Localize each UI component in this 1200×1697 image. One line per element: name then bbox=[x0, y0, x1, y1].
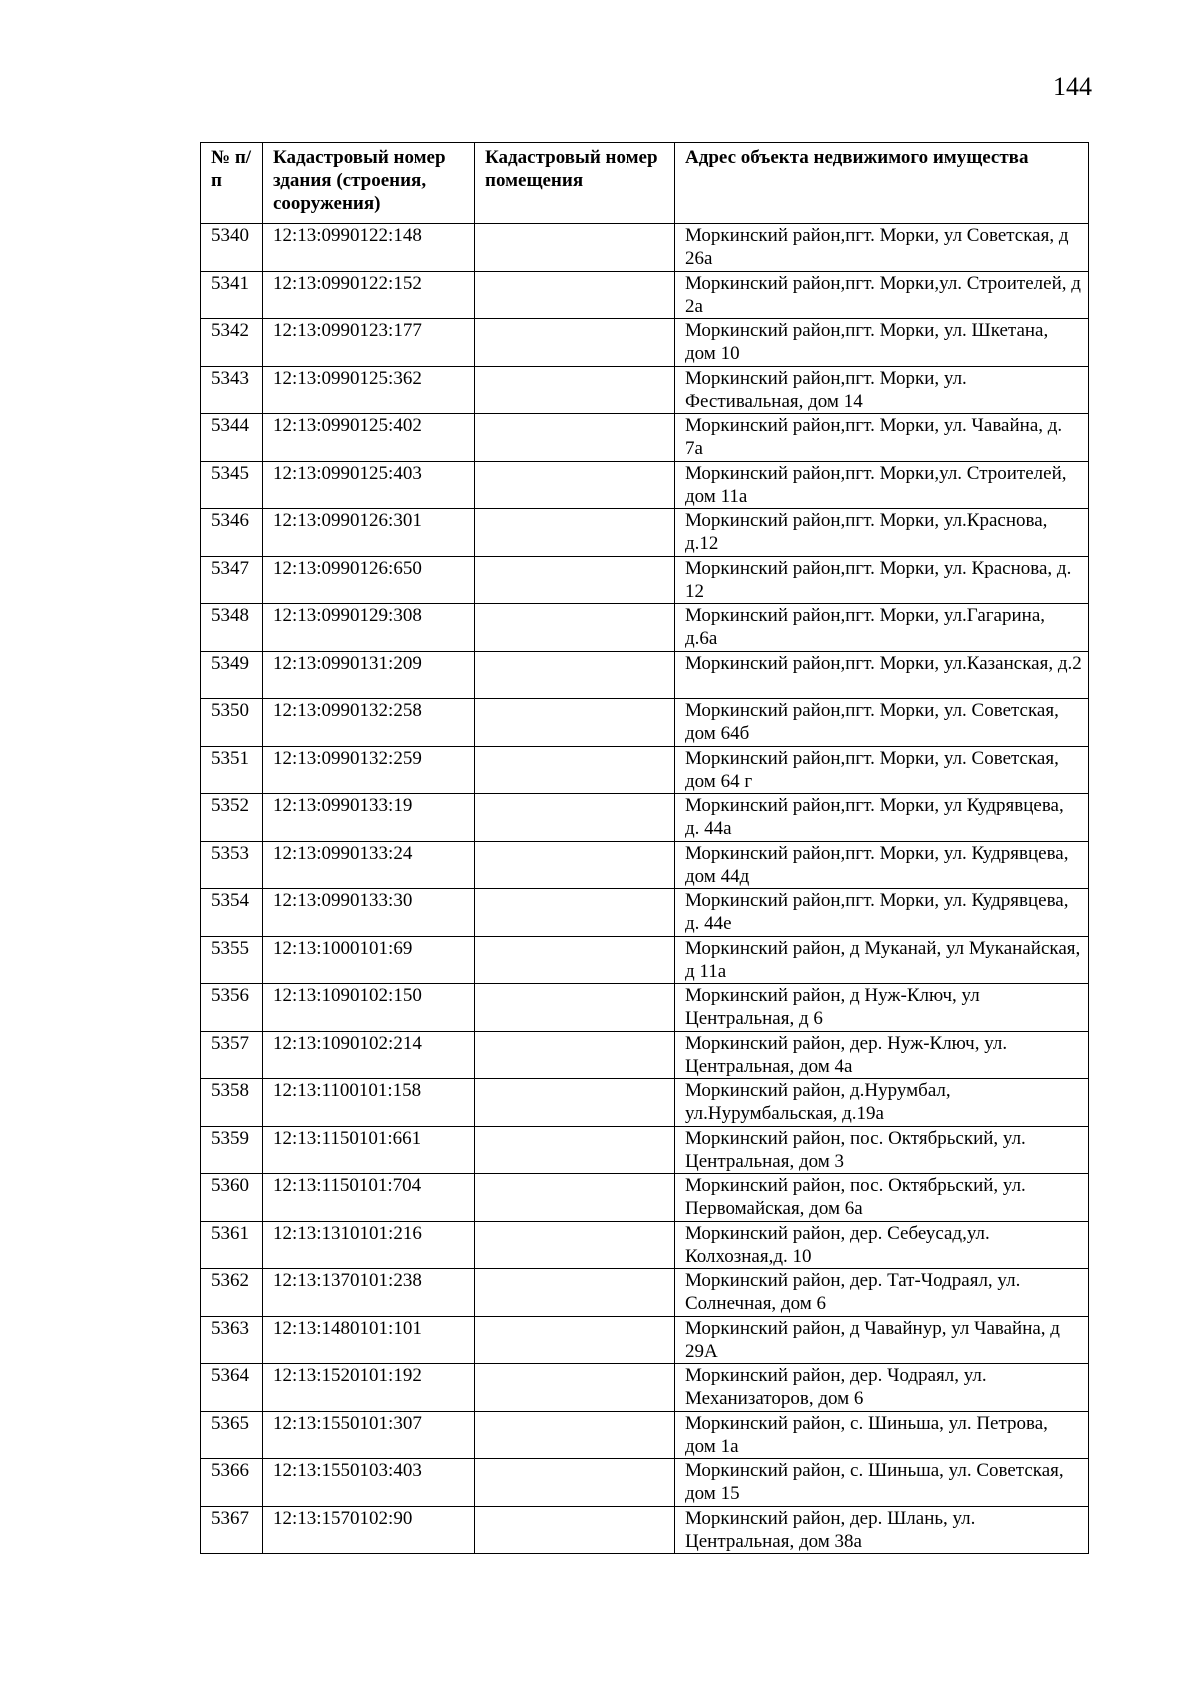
cell-row-number: 5360 bbox=[201, 1174, 263, 1222]
cell-room-cadastral-number bbox=[475, 1126, 675, 1174]
header-room-cadastral-number: Кадастровый номер помещения bbox=[475, 143, 675, 224]
table-row bbox=[201, 1079, 1089, 1127]
cell-building-cadastral-number: 12:13:0990131:209 bbox=[263, 651, 475, 699]
cell-room-cadastral-number bbox=[475, 984, 675, 1032]
cell-address: Моркинский район, д.Нурумбал, ул.Нурумбальская, д.19а bbox=[675, 1079, 1089, 1127]
cell-building-cadastral-number: 12:13:0990122:152 bbox=[263, 271, 475, 319]
cell-room-cadastral-number bbox=[475, 1221, 675, 1269]
cell-row-number: 5341 bbox=[201, 271, 263, 319]
header-address: Адрес объекта недвижимого имущества bbox=[675, 143, 1089, 224]
cell-row-number: 5363 bbox=[201, 1316, 263, 1364]
cell-row-number: 5355 bbox=[201, 936, 263, 984]
cell-room-cadastral-number bbox=[475, 556, 675, 604]
cell-building-cadastral-number: 12:13:1000101:69 bbox=[263, 936, 475, 984]
table-row bbox=[201, 1364, 1089, 1412]
cell-room-cadastral-number bbox=[475, 224, 675, 272]
table-row bbox=[201, 1031, 1089, 1079]
cell-row-number: 5342 bbox=[201, 319, 263, 367]
table-body bbox=[201, 224, 1089, 1554]
cell-building-cadastral-number: 12:13:0990122:148 bbox=[263, 224, 475, 272]
table-row bbox=[201, 794, 1089, 842]
cell-building-cadastral-number: 12:13:1550103:403 bbox=[263, 1459, 475, 1507]
cell-building-cadastral-number: 12:13:0990125:403 bbox=[263, 461, 475, 509]
table-row bbox=[201, 984, 1089, 1032]
table-row bbox=[201, 271, 1089, 319]
cell-row-number: 5359 bbox=[201, 1126, 263, 1174]
table-header-row bbox=[201, 143, 1089, 224]
cell-address: Моркинский район, дер. Шлань, ул. Центральная, дом 38а bbox=[675, 1506, 1089, 1554]
cell-address: Моркинский район,пгт. Морки, ул. Фестивальная, дом 14 bbox=[675, 366, 1089, 414]
cell-room-cadastral-number bbox=[475, 1459, 675, 1507]
table-row bbox=[201, 1269, 1089, 1317]
cell-building-cadastral-number: 12:13:1310101:216 bbox=[263, 1221, 475, 1269]
cell-room-cadastral-number bbox=[475, 414, 675, 462]
table-row bbox=[201, 651, 1089, 699]
table-row bbox=[201, 366, 1089, 414]
cell-building-cadastral-number: 12:13:0990129:308 bbox=[263, 604, 475, 652]
cell-room-cadastral-number bbox=[475, 604, 675, 652]
cell-row-number: 5358 bbox=[201, 1079, 263, 1127]
cell-address: Моркинский район,пгт. Морки, ул. Шкетана, дом 10 bbox=[675, 319, 1089, 367]
cell-building-cadastral-number: 12:13:0990125:362 bbox=[263, 366, 475, 414]
cell-building-cadastral-number: 12:13:1150101:661 bbox=[263, 1126, 475, 1174]
cell-address: Моркинский район,пгт. Морки,ул. Строителей, дом 11а bbox=[675, 461, 1089, 509]
cell-room-cadastral-number bbox=[475, 889, 675, 937]
cell-address: Моркинский район, пос. Октябрьский, ул. Первомайская, дом 6а bbox=[675, 1174, 1089, 1222]
table-row bbox=[201, 509, 1089, 557]
cell-building-cadastral-number: 12:13:1150101:704 bbox=[263, 1174, 475, 1222]
table-row bbox=[201, 1316, 1089, 1364]
cell-row-number: 5354 bbox=[201, 889, 263, 937]
table-row bbox=[201, 841, 1089, 889]
cell-address: Моркинский район, дер. Себеусад,ул. Колхозная,д. 10 bbox=[675, 1221, 1089, 1269]
table-row bbox=[201, 1411, 1089, 1459]
cell-room-cadastral-number bbox=[475, 461, 675, 509]
cell-room-cadastral-number bbox=[475, 1364, 675, 1412]
cell-row-number: 5356 bbox=[201, 984, 263, 1032]
cell-row-number: 5345 bbox=[201, 461, 263, 509]
cell-room-cadastral-number bbox=[475, 1269, 675, 1317]
table-row bbox=[201, 1174, 1089, 1222]
cell-address: Моркинский район,пгт. Морки,ул. Строителей, д 2а bbox=[675, 271, 1089, 319]
table-row bbox=[201, 604, 1089, 652]
cell-room-cadastral-number bbox=[475, 794, 675, 842]
header-building-cadastral-number: Кадастровый номер здания (строения, сооружения) bbox=[263, 143, 475, 224]
cell-room-cadastral-number bbox=[475, 1079, 675, 1127]
cell-row-number: 5351 bbox=[201, 746, 263, 794]
table-row bbox=[201, 699, 1089, 747]
table-row bbox=[201, 1506, 1089, 1554]
cell-room-cadastral-number bbox=[475, 319, 675, 367]
cell-building-cadastral-number: 12:13:0990133:24 bbox=[263, 841, 475, 889]
cell-address: Моркинский район, пос. Октябрьский, ул. Центральная, дом 3 bbox=[675, 1126, 1089, 1174]
table-row bbox=[201, 556, 1089, 604]
table-row bbox=[201, 1221, 1089, 1269]
cell-address: Моркинский район, дер. Нуж-Ключ, ул. Центральная, дом 4а bbox=[675, 1031, 1089, 1079]
cell-building-cadastral-number: 12:13:1550101:307 bbox=[263, 1411, 475, 1459]
property-registry-table bbox=[200, 142, 1089, 1554]
cell-room-cadastral-number bbox=[475, 1174, 675, 1222]
table-row bbox=[201, 414, 1089, 462]
cell-room-cadastral-number bbox=[475, 651, 675, 699]
cell-address: Моркинский район, д Муканай, ул Муканайская, д 11а bbox=[675, 936, 1089, 984]
cell-row-number: 5367 bbox=[201, 1506, 263, 1554]
cell-address: Моркинский район, дер. Чодраял, ул. Механизаторов, дом 6 bbox=[675, 1364, 1089, 1412]
cell-row-number: 5349 bbox=[201, 651, 263, 699]
cell-room-cadastral-number bbox=[475, 1411, 675, 1459]
cell-address: Моркинский район,пгт. Морки, ул Советская, д 26а bbox=[675, 224, 1089, 272]
cell-room-cadastral-number bbox=[475, 699, 675, 747]
cell-row-number: 5343 bbox=[201, 366, 263, 414]
cell-building-cadastral-number: 12:13:0990125:402 bbox=[263, 414, 475, 462]
cell-row-number: 5353 bbox=[201, 841, 263, 889]
header-row-number: № п/п bbox=[201, 143, 263, 224]
cell-room-cadastral-number bbox=[475, 1316, 675, 1364]
table-row bbox=[201, 889, 1089, 937]
cell-building-cadastral-number: 12:13:0990126:301 bbox=[263, 509, 475, 557]
cell-room-cadastral-number bbox=[475, 746, 675, 794]
cell-room-cadastral-number bbox=[475, 366, 675, 414]
cell-room-cadastral-number bbox=[475, 1031, 675, 1079]
cell-address: Моркинский район,пгт. Морки, ул. Чавайна, д. 7а bbox=[675, 414, 1089, 462]
cell-building-cadastral-number: 12:13:1100101:158 bbox=[263, 1079, 475, 1127]
cell-address: Моркинский район,пгт. Морки, ул. Советская, дом 64б bbox=[675, 699, 1089, 747]
cell-row-number: 5352 bbox=[201, 794, 263, 842]
cell-address: Моркинский район,пгт. Морки, ул.Гагарина, д.6а bbox=[675, 604, 1089, 652]
cell-row-number: 5362 bbox=[201, 1269, 263, 1317]
cell-address: Моркинский район,пгт. Морки, ул. Советская, дом 64 г bbox=[675, 746, 1089, 794]
cell-row-number: 5364 bbox=[201, 1364, 263, 1412]
cell-building-cadastral-number: 12:13:0990132:259 bbox=[263, 746, 475, 794]
cell-room-cadastral-number bbox=[475, 841, 675, 889]
cell-building-cadastral-number: 12:13:0990123:177 bbox=[263, 319, 475, 367]
cell-address: Моркинский район,пгт. Морки, ул. Кудрявцева, д. 44е bbox=[675, 889, 1089, 937]
cell-row-number: 5348 bbox=[201, 604, 263, 652]
table-row bbox=[201, 1459, 1089, 1507]
cell-address: Моркинский район, д Чавайнур, ул Чавайна, д 29А bbox=[675, 1316, 1089, 1364]
cell-building-cadastral-number: 12:13:1520101:192 bbox=[263, 1364, 475, 1412]
cell-room-cadastral-number bbox=[475, 1506, 675, 1554]
cell-address: Моркинский район, с. Шиньша, ул. Советская, дом 15 bbox=[675, 1459, 1089, 1507]
cell-row-number: 5350 bbox=[201, 699, 263, 747]
cell-building-cadastral-number: 12:13:0990132:258 bbox=[263, 699, 475, 747]
table-row bbox=[201, 319, 1089, 367]
cell-room-cadastral-number bbox=[475, 936, 675, 984]
cell-row-number: 5344 bbox=[201, 414, 263, 462]
cell-address: Моркинский район, д Нуж-Ключ, ул Центральная, д 6 bbox=[675, 984, 1089, 1032]
cell-building-cadastral-number: 12:13:1090102:150 bbox=[263, 984, 475, 1032]
cell-row-number: 5361 bbox=[201, 1221, 263, 1269]
cell-address: Моркинский район,пгт. Морки, ул. Краснова, д. 12 bbox=[675, 556, 1089, 604]
cell-building-cadastral-number: 12:13:0990133:19 bbox=[263, 794, 475, 842]
cell-building-cadastral-number: 12:13:0990133:30 bbox=[263, 889, 475, 937]
cell-row-number: 5340 bbox=[201, 224, 263, 272]
cell-row-number: 5365 bbox=[201, 1411, 263, 1459]
cell-row-number: 5347 bbox=[201, 556, 263, 604]
table-row bbox=[201, 936, 1089, 984]
cell-address: Моркинский район,пгт. Морки, ул.Казанская, д.2 bbox=[675, 651, 1089, 699]
cell-row-number: 5366 bbox=[201, 1459, 263, 1507]
cell-address: Моркинский район,пгт. Морки, ул. Кудрявцева, дом 44д bbox=[675, 841, 1089, 889]
cell-row-number: 5346 bbox=[201, 509, 263, 557]
table-row bbox=[201, 461, 1089, 509]
table-row bbox=[201, 746, 1089, 794]
cell-building-cadastral-number: 12:13:1480101:101 bbox=[263, 1316, 475, 1364]
cell-room-cadastral-number bbox=[475, 509, 675, 557]
cell-row-number: 5357 bbox=[201, 1031, 263, 1079]
cell-address: Моркинский район, дер. Тат-Чодраял, ул. Солнечная, дом 6 bbox=[675, 1269, 1089, 1317]
cell-room-cadastral-number bbox=[475, 271, 675, 319]
cell-building-cadastral-number: 12:13:1370101:238 bbox=[263, 1269, 475, 1317]
table-row bbox=[201, 224, 1089, 272]
table-row bbox=[201, 1126, 1089, 1174]
page-number: 144 bbox=[1053, 72, 1092, 101]
cell-address: Моркинский район, с. Шиньша, ул. Петрова, дом 1а bbox=[675, 1411, 1089, 1459]
cell-building-cadastral-number: 12:13:1570102:90 bbox=[263, 1506, 475, 1554]
cell-building-cadastral-number: 12:13:1090102:214 bbox=[263, 1031, 475, 1079]
cell-building-cadastral-number: 12:13:0990126:650 bbox=[263, 556, 475, 604]
cell-address: Моркинский район,пгт. Морки, ул Кудрявцева, д. 44а bbox=[675, 794, 1089, 842]
cell-address: Моркинский район,пгт. Морки, ул.Краснова, д.12 bbox=[675, 509, 1089, 557]
